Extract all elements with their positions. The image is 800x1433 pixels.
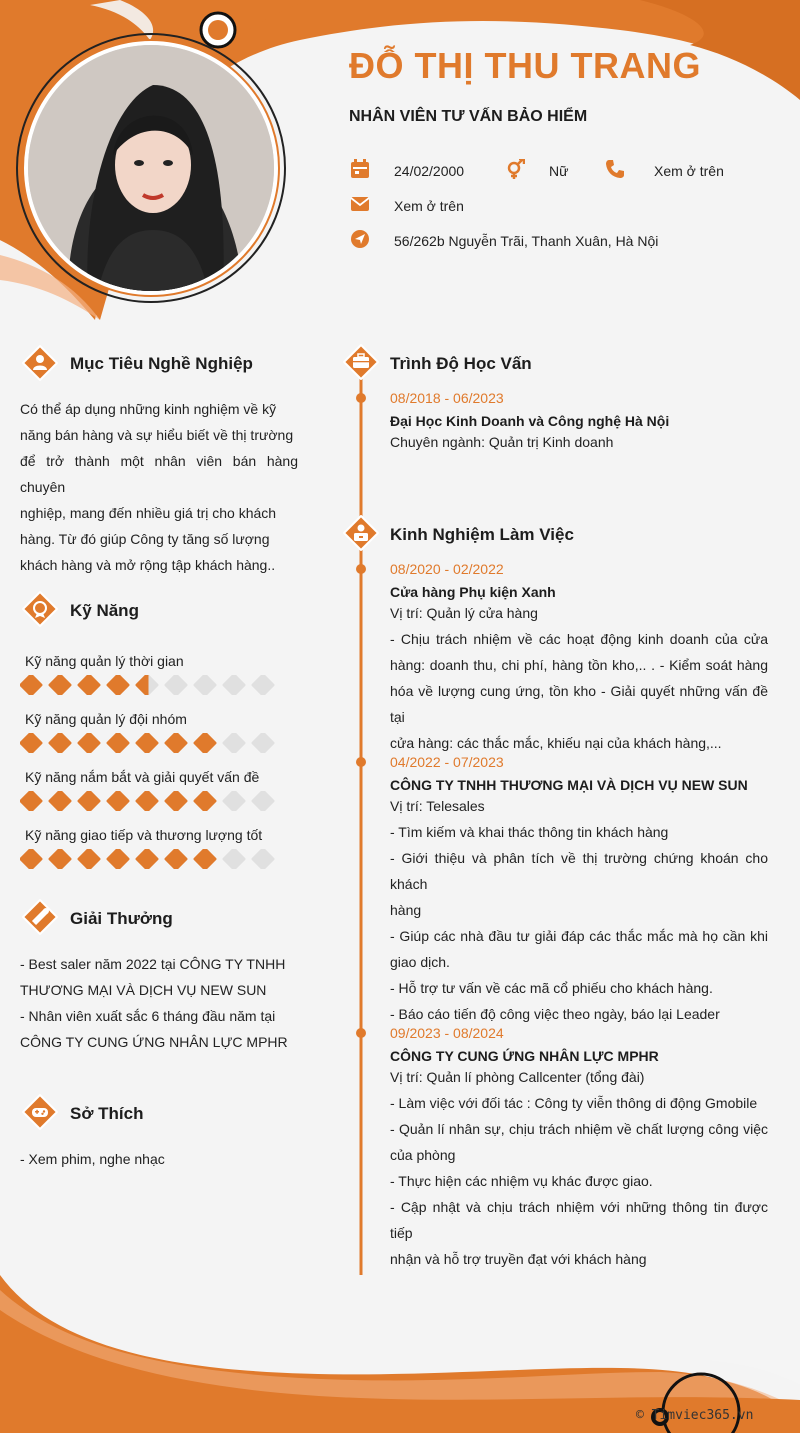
candidate-name: ĐỖ THỊ THU TRANG [349,45,701,86]
phone-text: Xem ở trên [654,163,724,179]
skill-dot [253,791,273,811]
skill-dot [224,675,244,695]
skill-dot [50,733,70,753]
experience-line: - Làm việc với đối tác : Công ty viễn thông di động Gmobile [390,1095,758,1111]
skill-rating [20,849,280,869]
objective-title: Mục Tiêu Nghề Nghiệp [70,354,253,373]
hobbies-title: Sở Thích [70,1104,144,1123]
award-line: - Nhân viên xuất sắc 6 tháng đầu năm tại [20,1008,276,1024]
experience-entry [390,1025,768,1272]
education-major: Chuyên ngành: Quản trị Kinh doanh [390,434,614,450]
skill-dot [253,849,273,869]
skill-dot [108,675,128,695]
award-line: - Best saler năm 2022 tại CÔNG TY TNHH [20,956,286,972]
education-entry [390,390,768,455]
experience-entry [390,754,768,1027]
hobbies-text: - Xem phim, nghe nhạc [20,1151,165,1167]
skill-rating [20,733,280,753]
experience-company: CÔNG TY CUNG ỨNG NHÂN LỰC MPHR [390,1048,659,1064]
skill-dot [108,791,128,811]
experience-line: Vị trí: Telesales [390,798,485,814]
skill-name: Kỹ năng giao tiếp và thương lượng tốt [25,827,263,843]
work-experience-icon [343,515,379,551]
experience-line: - Chịu trách nhiệm về các hoạt động kinh doanh của cửa [390,631,768,647]
objective-line: nghiệp, mang đến nhiều giá trị cho khách [20,505,277,521]
experience-line: - Giới thiệu và phân tích về thị trường chứng khoán cho khách [390,850,768,892]
skill-dot [21,733,41,753]
experience-date: 04/2022 - 07/2023 [390,754,504,770]
skill-rating [20,791,280,811]
skill-name: Kỹ năng quản lý đội nhóm [25,711,187,727]
experience-line: hàng: doanh thu, chi phí, hàng tồn kho,.. . - Kiểm soát hàng [390,657,768,673]
skill-dot [224,733,244,753]
objective-line: Có thể áp dụng những kinh nghiệm về kỹ [20,401,277,417]
profile-photo [28,45,274,291]
skill-dot [79,791,99,811]
skill-dot [21,791,41,811]
awards-text [20,951,298,1055]
experience-line: giao dịch. [390,954,450,970]
experience-line: hàng [390,902,422,918]
experience-date: 08/2020 - 02/2022 [390,561,504,577]
skill-dot [137,733,157,753]
skill-dot [195,675,215,695]
email-text: Xem ở trên [394,198,464,214]
gender-icon [505,159,525,179]
watermark-text: © Timviec365.vn [636,1408,754,1423]
skill-dot [253,675,273,695]
skill-dot [137,849,157,869]
briefcase-icon [343,344,379,380]
birthday-text: 24/02/2000 [394,163,465,179]
location-arrow-icon [350,229,370,249]
skill-dot [79,675,99,695]
skill-badge-icon [22,591,58,627]
career-goal-icon [22,345,58,381]
job-title: NHÂN VIÊN TƯ VẤN BẢO HIỂM [349,108,588,125]
award-icon [22,899,58,935]
objective-line: để trở thành một nhân viên bán hàng chuyên [20,453,298,495]
skill-rating [20,675,280,695]
experience-line: - Thực hiện các nhiệm vụ khác được giao. [390,1173,653,1189]
skill-dot [224,849,244,869]
experience-line: Vị trí: Quản lý cửa hàng [390,605,538,621]
skill-dot [224,791,244,811]
objective-line: khách hàng và mở rộng tập khách hàng.. [20,557,276,573]
skill-dot [137,675,157,695]
skill-name: Kỹ năng quản lý thời gian [25,653,184,669]
experience-line: cửa hàng: các thắc mắc, khiếu nại của khách hàng,... [390,735,722,751]
award-line: CÔNG TY CUNG ỨNG NHÂN LỰC MPHR [20,1034,288,1050]
skill-dot [79,733,99,753]
skill-dot [50,675,70,695]
skill-dot [137,791,157,811]
skill-dot [166,791,186,811]
award-line: THƯƠNG MẠI VÀ DỊCH VỤ NEW SUN [20,982,267,998]
education-school: Đại Học Kinh Doanh và Công nghệ Hà Nội [390,413,670,429]
gamepad-icon [22,1094,58,1130]
skill-dot [108,849,128,869]
skill-dot [21,675,41,695]
skill-dot [21,849,41,869]
experience-line: - Quản lí nhân sự, chịu trách nhiệm về chất lượng công việc [390,1121,768,1137]
skill-name: Kỹ năng nắm bắt và giải quyết vấn đề [25,769,260,785]
experience-title: Kinh Nghiệm Làm Việc [390,525,574,544]
experience-company: Cửa hàng Phụ kiện Xanh [390,584,556,600]
experience-company: CÔNG TY TNHH THƯƠNG MẠI VÀ DỊCH VỤ NEW SUN [390,777,748,793]
experience-line: của phòng [390,1147,456,1163]
skill-dot [166,733,186,753]
skill-dot [166,675,186,695]
skills-title: Kỹ Năng [70,601,139,620]
skill-dot [166,849,186,869]
experience-line: - Cập nhật và chịu trách nhiệm với những thông tin được tiếp [390,1199,768,1241]
experience-line: hóa về lượng cung ứng, tồn kho - Giải quyết những vấn đề tại [390,683,768,725]
education-title: Trình Độ Học Vấn [390,354,532,373]
skill-dot [253,733,273,753]
experience-line: - Báo cáo tiến độ công việc theo ngày, báo lại Leader [390,1006,720,1022]
phone-icon [605,159,625,179]
objective-text [20,396,298,578]
education-date: 08/2018 - 06/2023 [390,390,504,406]
experience-line: nhận và hỗ trợ truyền đạt với khách hàng [390,1251,647,1267]
skill-dot [195,791,215,811]
gender-text: Nữ [549,163,569,179]
experience-line: - Tìm kiếm và khai thác thông tin khách hàng [390,824,669,840]
experience-line: Vị trí: Quản lí phòng Callcenter (tổng đài) [390,1069,645,1085]
skill-dot [195,733,215,753]
objective-line: hàng. Từ đó giúp Công ty tăng số lượng [20,531,270,547]
objective-line: năng bán hàng và sự hiểu biết về thị trường [20,427,294,443]
skill-dot [50,791,70,811]
email-icon [350,194,370,214]
experience-line: - Giúp các nhà đầu tư giải đáp các thắc mắc mà họ cần khi [390,928,768,944]
experience-entry [390,561,768,756]
experience-line: - Hỗ trợ tư vấn về các mã cổ phiếu cho khách hàng. [390,980,713,996]
calendar-icon [350,159,370,179]
address-text: 56/262b Nguyễn Trãi, Thanh Xuân, Hà Nội [394,233,659,249]
experience-date: 09/2023 - 08/2024 [390,1025,504,1041]
skill-dot [108,733,128,753]
skill-dot [50,849,70,869]
skill-dot [195,849,215,869]
skill-dot [79,849,99,869]
awards-title: Giải Thưởng [70,909,173,928]
